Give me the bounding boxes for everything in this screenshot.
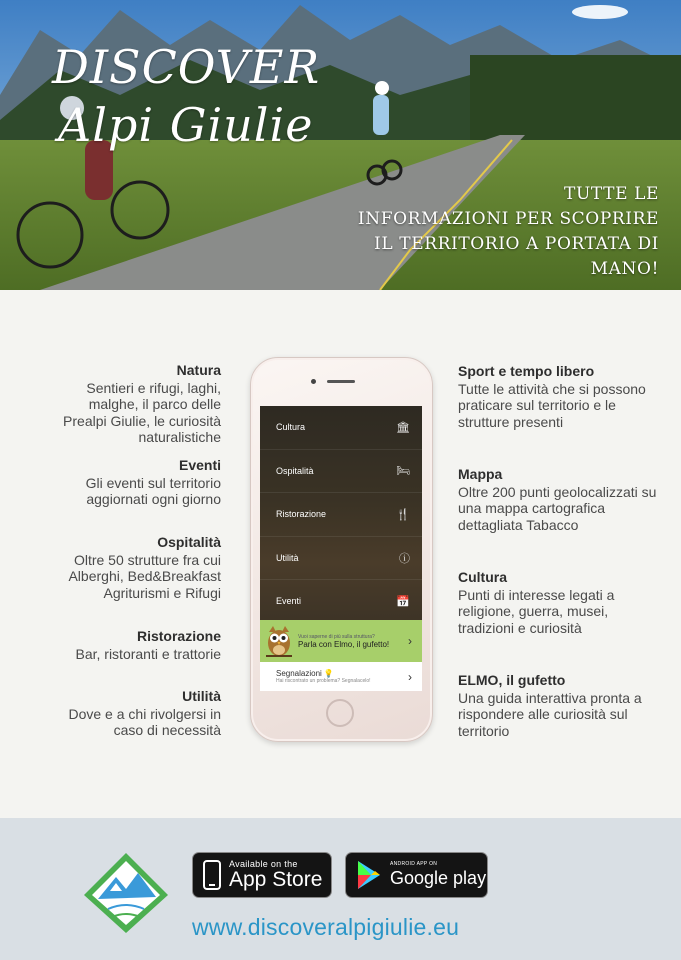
menu-label: Eventi bbox=[276, 596, 302, 607]
feature-title: ELMO, il gufetto bbox=[458, 672, 566, 688]
menu-label: Ospitalità bbox=[276, 465, 314, 476]
feature-cultura bbox=[458, 569, 658, 636]
feature-elmo bbox=[458, 672, 658, 739]
bed-icon: 🛏 bbox=[396, 465, 410, 478]
feature-text: Bar, ristoranti e trattorie bbox=[75, 645, 221, 662]
menu-item-ristorazione[interactable] bbox=[260, 493, 422, 537]
museum-icon: 🏛 bbox=[396, 421, 410, 434]
elmo-chat-banner[interactable] bbox=[260, 620, 422, 662]
hero-title-line2: Alpi Giulie bbox=[58, 98, 314, 152]
feature-ospitalita bbox=[46, 534, 221, 601]
phone-icon bbox=[203, 860, 221, 890]
cutlery-icon: 🍴 bbox=[396, 508, 410, 521]
appstore-line2: App Store bbox=[229, 868, 323, 891]
segnalazioni-label: Segnalazioni bbox=[276, 669, 322, 678]
feature-ristorazione bbox=[46, 628, 221, 662]
google-play-badge[interactable] bbox=[345, 852, 488, 898]
feature-title: Natura bbox=[176, 362, 221, 378]
camera-dot bbox=[311, 379, 316, 384]
google-line1: ANDROID APP ON bbox=[390, 861, 438, 867]
feature-title: Utilità bbox=[182, 688, 221, 704]
app-store-badge[interactable] bbox=[192, 852, 332, 898]
appstore-line1: Available on the bbox=[229, 859, 298, 869]
feature-eventi bbox=[46, 457, 221, 508]
menu-label: Utilità bbox=[276, 552, 299, 563]
feature-natura bbox=[46, 362, 221, 446]
feature-title: Ospitalità bbox=[157, 534, 221, 550]
footer bbox=[0, 818, 681, 960]
calendar-icon: 📅 bbox=[396, 595, 410, 608]
lightbulb-icon: 💡 bbox=[323, 669, 334, 678]
feature-title: Cultura bbox=[458, 569, 507, 585]
chevron-right-icon: › bbox=[408, 669, 412, 684]
menu-label: Cultura bbox=[276, 422, 306, 433]
google-play-icon bbox=[356, 860, 382, 890]
tagline-line3: IL TERRITORIO A PORTATA DI MANO! bbox=[374, 234, 659, 279]
feature-text: Gli eventi sul territorio aggiornati ogni giorno bbox=[85, 474, 221, 507]
feature-title: Ristorazione bbox=[136, 628, 221, 644]
app-screen bbox=[260, 406, 422, 691]
hero-tagline bbox=[329, 182, 659, 282]
feature-title: Mappa bbox=[458, 466, 503, 482]
website-link[interactable]: www.discoveralpigiulie.eu bbox=[192, 914, 460, 940]
menu-item-utilita[interactable] bbox=[260, 537, 422, 581]
feature-title: Eventi bbox=[178, 457, 221, 473]
discover-alpi-giulie-logo bbox=[82, 851, 170, 935]
feature-text: Tutte le attività che si possono praticare sul territorio e le strutture presenti bbox=[458, 380, 646, 430]
menu-item-cultura[interactable] bbox=[260, 406, 422, 450]
feature-text: Oltre 200 punti geolocalizzati su una mappa cartografica dettagliata Tabacco bbox=[458, 483, 657, 533]
feature-text: Punti di interesse legati a religione, guerra, musei, tradizioni e curiosità bbox=[458, 586, 615, 636]
owl-icon bbox=[264, 624, 294, 658]
segnalazioni-subtext: Hai riscontrato un problema? Segnalacelo! bbox=[276, 678, 371, 684]
elmo-label: Parla con Elmo, il gufetto! bbox=[298, 639, 390, 649]
phone-mockup bbox=[250, 357, 433, 742]
feature-utilita bbox=[46, 688, 221, 739]
segnalazioni-row[interactable] bbox=[260, 662, 422, 691]
menu-item-eventi[interactable] bbox=[260, 580, 422, 624]
info-icon: ⓘ bbox=[399, 552, 410, 565]
home-button[interactable] bbox=[326, 699, 354, 727]
feature-text: Una guida interattiva pronta a rispondere alle curiosità sul territorio bbox=[458, 689, 642, 739]
feature-text: Oltre 50 strutture fra cui Alberghi, Bed&Breakfast Agriturismi e Rifugi bbox=[68, 551, 221, 601]
hero-banner bbox=[0, 0, 681, 290]
feature-mappa bbox=[458, 466, 658, 533]
elmo-subtext: Vuoi saperne di più sulla struttura? bbox=[298, 633, 375, 640]
feature-sport bbox=[458, 363, 658, 430]
phone-speaker bbox=[327, 380, 355, 383]
feature-text: Dove e a chi rivolgersi in caso di necessità bbox=[68, 705, 221, 738]
menu-item-ospitalita[interactable] bbox=[260, 450, 422, 494]
menu-label: Ristorazione bbox=[276, 509, 327, 520]
tagline-line1: TUTTE LE bbox=[564, 184, 659, 204]
feature-text: Sentieri e rifugi, laghi, malghe, il parco delle Prealpi Giulie, le curiosità naturalistiche bbox=[63, 379, 221, 445]
chevron-right-icon: › bbox=[408, 634, 412, 648]
tagline-line2: INFORMAZIONI PER SCOPRIRE bbox=[357, 209, 659, 229]
hero-title bbox=[52, 38, 320, 154]
feature-title: Sport e tempo libero bbox=[458, 363, 595, 379]
hero-title-line1: DISCOVER bbox=[52, 40, 321, 94]
google-line2: Google play bbox=[390, 868, 487, 888]
